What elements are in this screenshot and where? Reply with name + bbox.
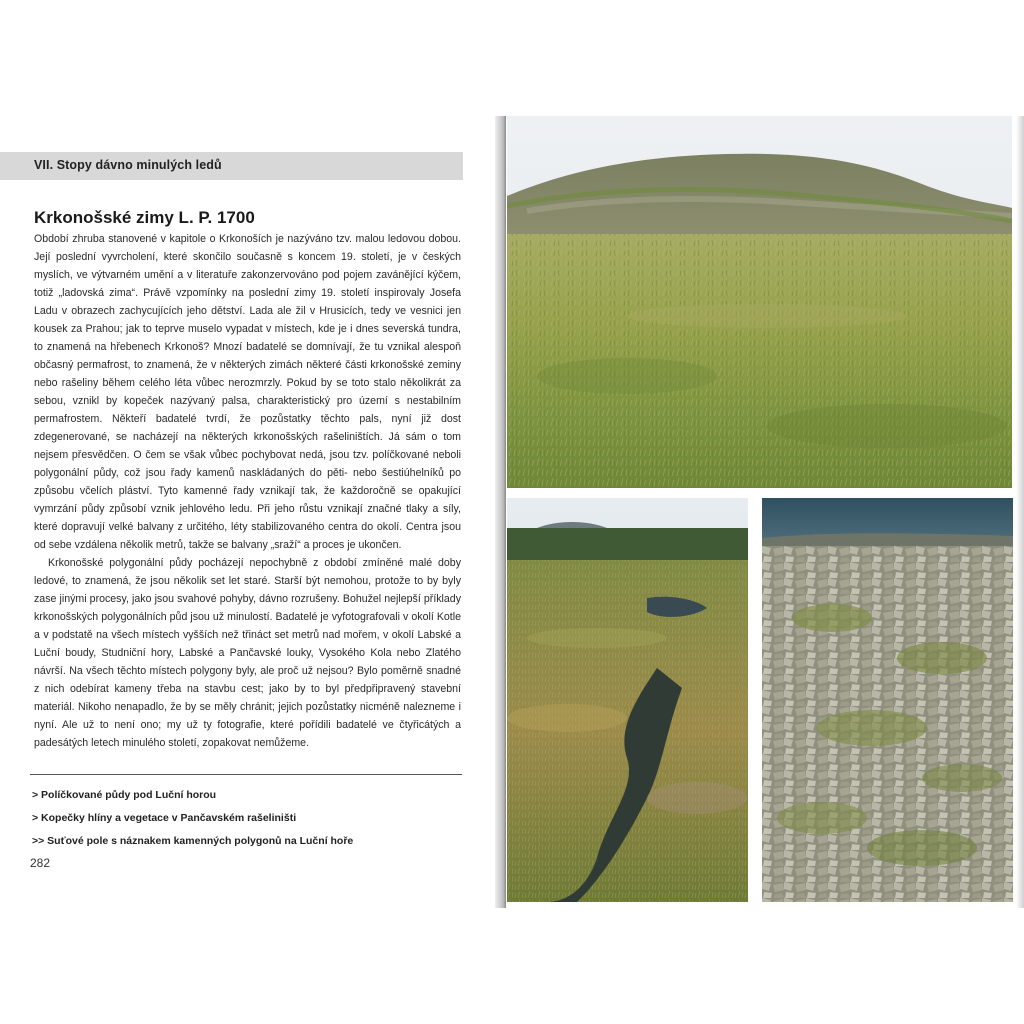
- section-title: Krkonošské zimy L. P. 1700: [34, 208, 255, 227]
- right-page: [506, 116, 1024, 908]
- left-page: [0, 116, 501, 908]
- photo-meadow-hill: [507, 116, 1012, 488]
- paragraph-1: Období zhruba stanovené v kapitole o Krkonoších je nazýváno tzv. malou ledovou dobou. Její poslední vyvrcholení, které skončilo současně s koncem 19. století, je v českých myslích, ve výtvarném umění a v literatuře zakonzervováno pod pojem zavánějící kýčem, totiž „ladovská zima“. Právě vzpomínky na poslední zimy 19. století inspirovaly Josefa Ladu v obrazech zachycujících jeho dětství. Lada ale žil v Hrusicích, tedy ve vesnici jen kousek za Prahou; jak to teprve muselo vypadat v místech, kde je i dnes severská tundra, to znamená na hřebenech Krkonoš? Mnozí badatelé se domnívají, že tu vznikal alespoň občasný permafrost, to znamená, že v některých zimách některé části krkonošské zeminy nebo rašeliny během celého léta vůbec nerozmrzly. Pokud by se toto stalo několikrát za sebou, vznikl by kopeček nazývaný palsa, charakteristický pro území s nestabilním permafrostem. Někteří badatelé tvrdí, že pozůstatky těchto pals, nyní již dost zdegenerované, se nacházejí na některých krkonošských rašeliništích. Já sám o tom nejsem přesvědčen. O čem se však vůbec pochybovat nedá, jsou tzv. políčkované neboli polygonální půdy, což jsou řady kamenů naskládaných do pěti- nebo šestiúhelníků po způsobu včelích pláství. Tyto kamenné řady vznikají tak, že každoročně se opakující vymrzání půdy způsobí vznik jehlového ledu. Při jeho růstu vznikají značné tlaky a síly, které dopravují velké balvany z určitého, léty stabilizovaného centra do okolí. Centra jsou od sebe vzdálena několik metrů, takže se balvany „sraží“ a proces je ukončen.: [34, 233, 461, 551]
- body-text: [34, 230, 461, 752]
- paragraph-2: Krkonošské polygonální půdy pocházejí nepochybně z období zmíněné malé doby ledové, to znamená, že jsou několik set let staré. Starší být nemohou, protože to by byly zase jinými procesy, jako jsou svahové pohyby, dávno rozrušeny. Bohužel nejlepší příklady krkonošských polygonálních půd jsou už minulostí. Badatelé je vyfotografovali v okolí Kotle a v podstatě na všech místech vyšších než třináct set metrů nad mořem, v okolí Labské a Luční boudy, Studniční hory, Labské a Pančavské louky, Vysokého Kola nebo Zlatého návrší. Na všech těchto místech polygony byly, ale proč už nejsou? Bylo poměrně snadné z nich odebírat kameny třeba na stavbu cest; jako by to byl předpřipravený stavební materiál. Nikoho nenapadlo, že by se měly chránit; jejich pozůstatky nicméně nalezneme i nyní. Ale už to není ono; my už ty fotografie, které pořídili badatelé ve čtyřicátých a padesátých letech minulého století, zopakovat nemůžeme.: [34, 557, 461, 749]
- book-spread: [0, 116, 1024, 908]
- caption-3: >> Suťové pole s náznakem kamenných polygonů na Luční hoře: [32, 835, 354, 847]
- photo-captions: [32, 784, 472, 853]
- chapter-title: VII. Stopy dávno minulých ledů: [34, 158, 222, 172]
- photo-rock-field: [762, 498, 1013, 902]
- page-edge: [1016, 116, 1024, 908]
- captions-divider: [30, 774, 462, 775]
- page-number: 282: [30, 856, 51, 870]
- caption-2: > Kopečky hlíny a vegetace v Pančavském rašeliništi: [32, 812, 297, 824]
- caption-1: > Políčkované půdy pod Luční horou: [32, 789, 217, 801]
- photo-peat-bog: [507, 498, 748, 902]
